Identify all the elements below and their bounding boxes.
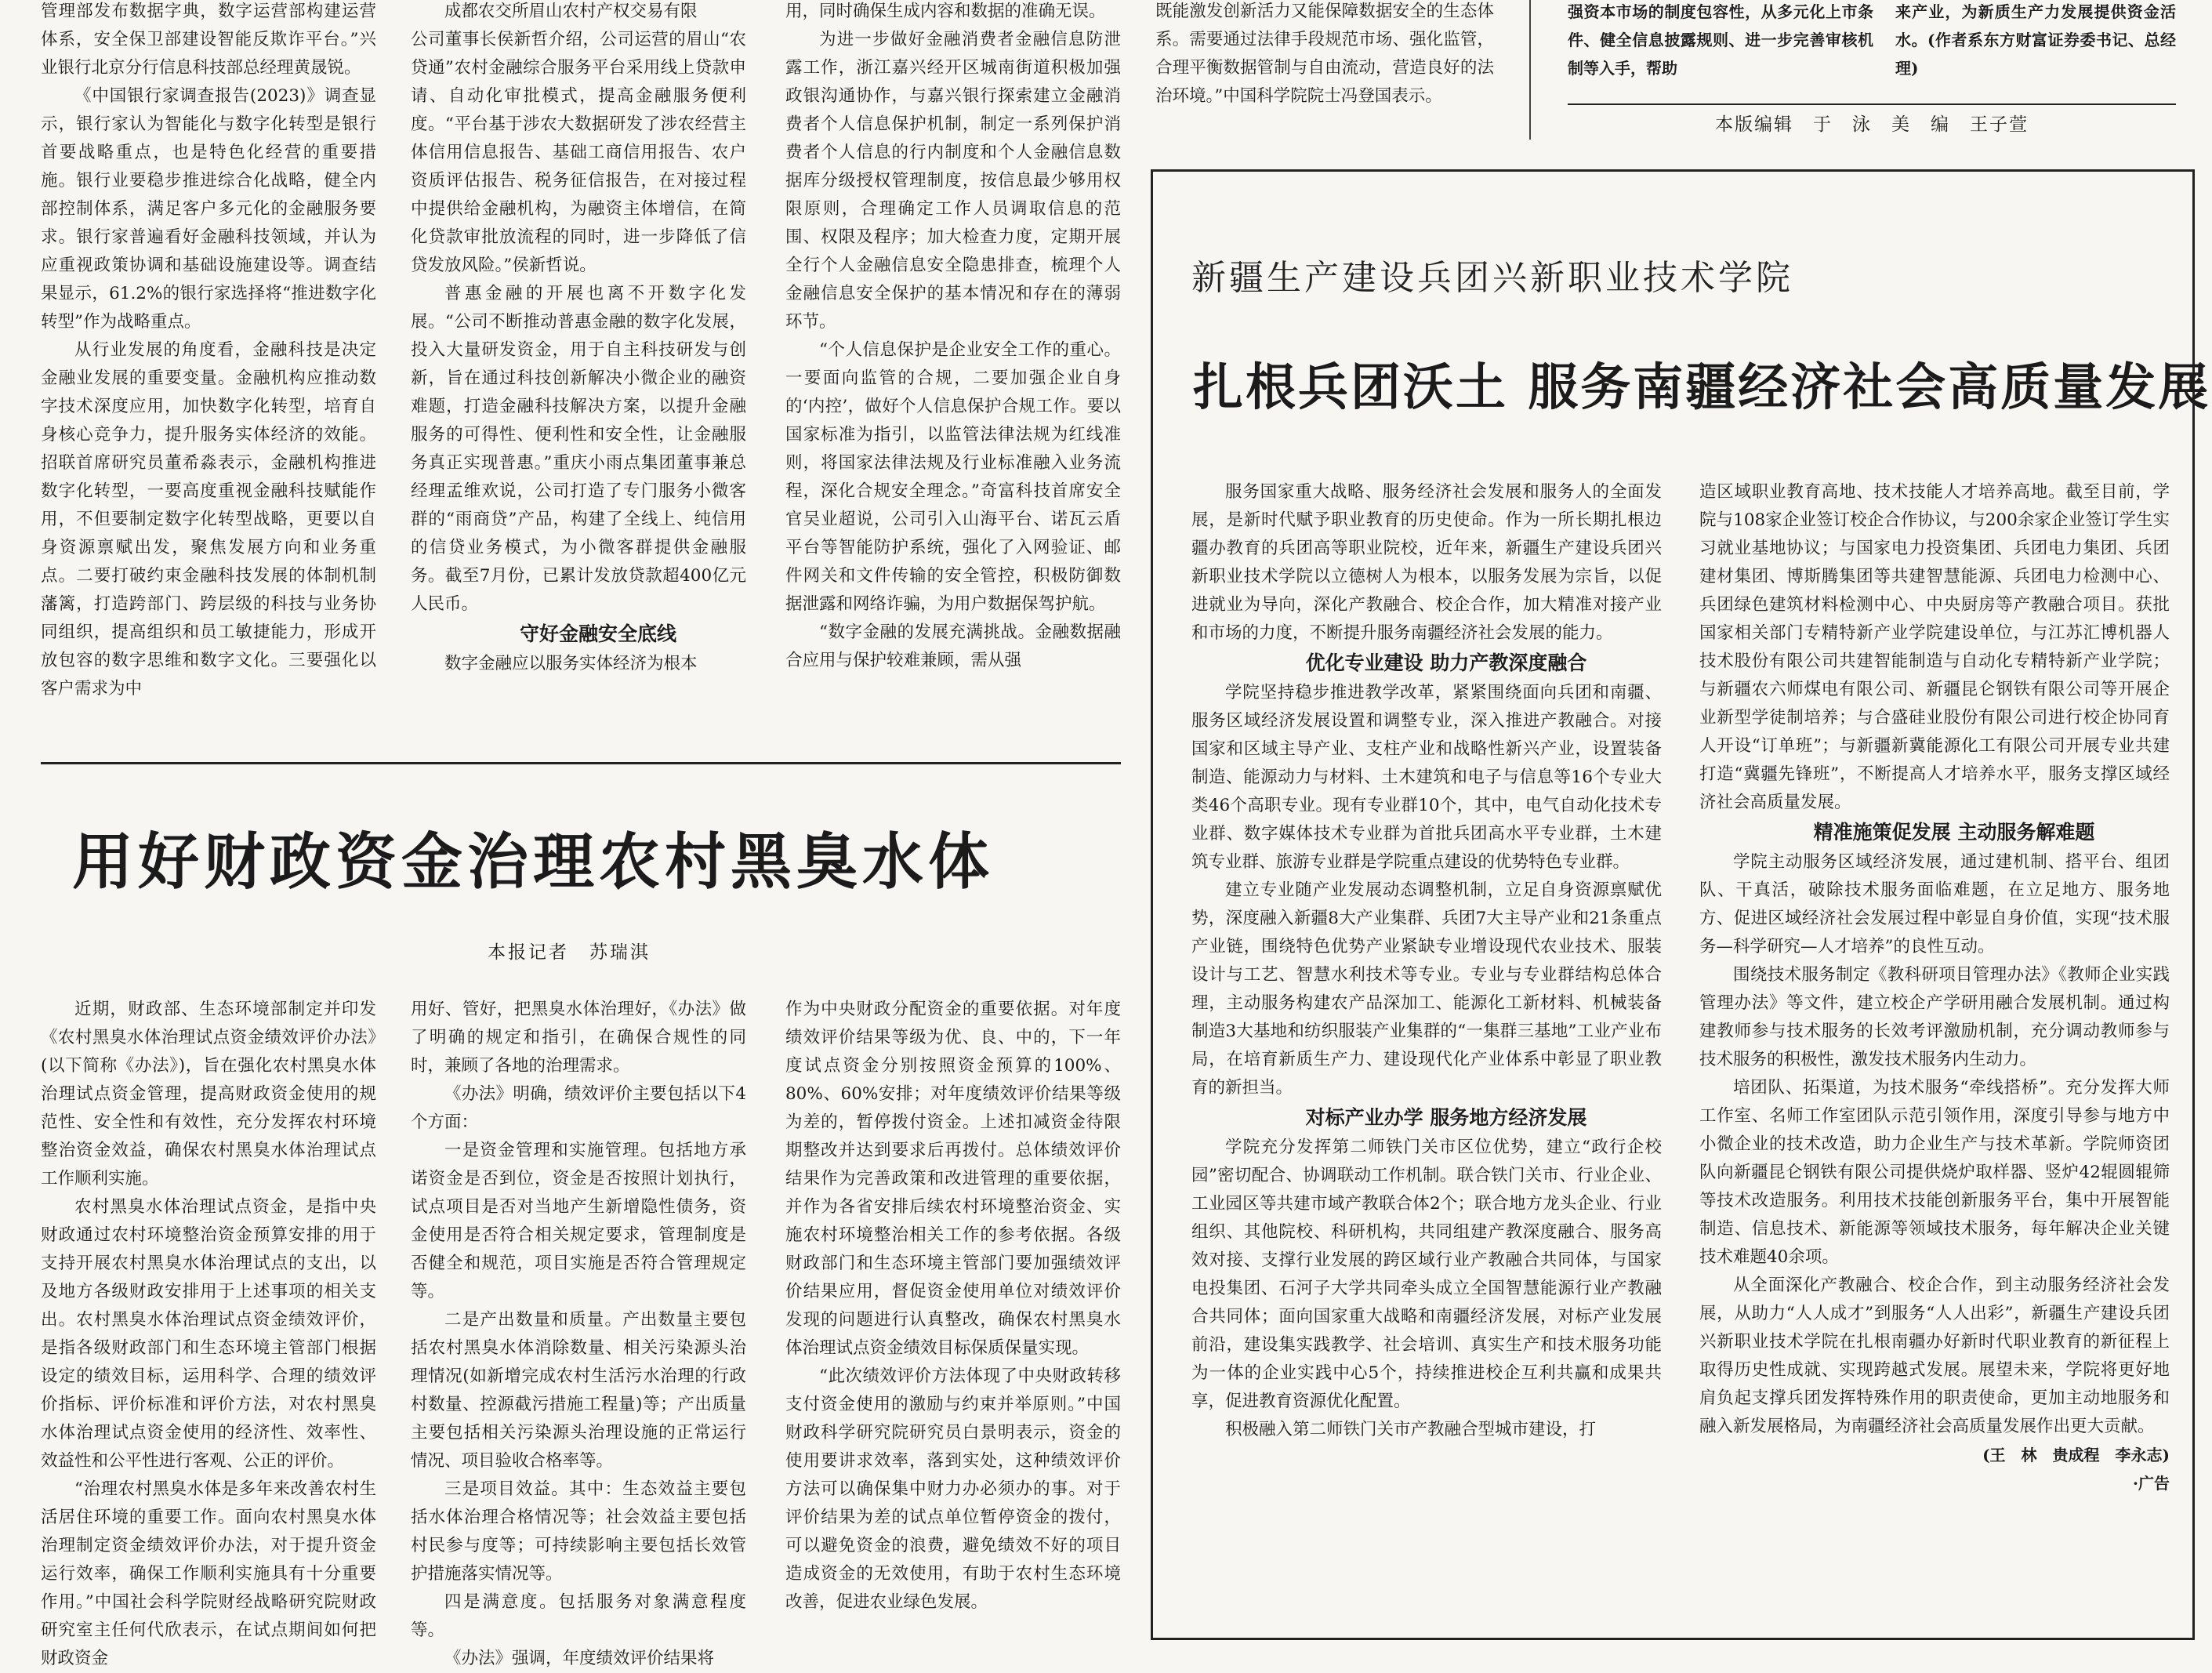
article2-col-1-paragraph: 农村黑臭水体治理试点资金，是指中央财政通过农村环境整治资金预算安排的用于支持开展农村黑臭水体治理试点的支出，以及地方各级财政安排用于上述事项的相关支出。农村黑臭水体治理试点资金绩效评价，是指各级财政部门和生态环境主管部门根据设定的绩效目标，运用科学、合理的绩效评价指标、评价标准和评价方法，对农村黑臭水体治理试点资金使用的经济性、效率性、效益性和公平性进行客观、公正的评价。 <box>41 1197 376 1471</box>
article2-col-2-paragraph: 二是产出数量和质量。产出数量主要包括农村黑臭水体消除数量、相关污染源头治理情况(如新增完成农村生活污水治理的行政村数量、控源截污措施工程量)等；产出质量主要包括相关污染源头治理设施的正常运行情况、项目验收合格率等。 <box>411 1310 746 1471</box>
article2-col-2-paragraph: 《办法》强调，年度绩效评价结果将 <box>444 1649 715 1668</box>
top-col-4 <box>1155 0 1494 111</box>
ad-col-2 <box>1699 478 2170 1497</box>
article2-col-2-paragraph: 四是满意度。包括服务对象满意程度等。 <box>411 1592 746 1640</box>
top-col-2-subheading: 守好金融安全底线 <box>519 622 676 645</box>
editors-rule <box>1568 103 2176 105</box>
ad-col-2-paragraph: 从全面深化产教融合、校企合作，到主动服务经济社会发展，从助力“人人成才”到服务“人人出彩”，新疆生产建设兵团兴新职业技术学院在扎根南疆办好新时代职业教育的新征程上取得历史性成就、实现跨越式发展。展望未来，学院将更好地肩负起支撑兵团发挥特殊作用的职责使命，更加主动地服务和融入新发展格局，为南疆经济社会高质量发展作出更大贡献。 <box>1699 1276 2170 1436</box>
ad-col-1-paragraph: 积极融入第二师铁门关市产教融合型城市建设，打 <box>1225 1420 1597 1439</box>
article2-col-2-paragraph: 《办法》明确，绩效评价主要包括以下4个方面： <box>411 1084 746 1132</box>
ad-col-1-subheading: 对标产业办学 服务地方经济发展 <box>1305 1106 1587 1129</box>
top-col-1 <box>41 0 376 703</box>
article2-col-1-paragraph: “治理农村黑臭水体是多年来改善农村生活居住环境的重要工作。面向农村黑臭水体治理制定资金绩效评价办法，对于提升资金运行效率，确保工作顺利实施具有十分重要作用。”中国社会科学院财经战略研究院财政研究室主任何代欣表示，在试点期间如何把财政资金 <box>41 1479 376 1668</box>
ad-col-1-paragraph: 学院坚持稳步推进教学改革，紧紧围绕面向兵团和南疆、服务区域经济发展设置和调整专业，深入推进产教融合。对接国家和区域主导产业、支柱产业和战略性新兴产业，设置装备制造、能源动力与材料、土木建筑和电子与信息等16个专业大类46个高职专业。现有专业群10个，其中，电气自动化技术专业群、数字媒体技术专业群为首批兵团高水平专业群，土木建筑专业群、旅游专业群是学院重点建设的优势特色专业群。 <box>1191 683 1662 872</box>
top-col-5-right: 来产业，为新质生产力发展提供资金活水。(作者系东方财富证券委书记、总经理) <box>1895 2 2176 78</box>
top-col-3-paragraph: 为进一步做好金融消费者金融信息防泄露工作，浙江嘉兴经开区城南街道积极加强政银沟通协作，与嘉兴银行探索建立金融消费者个人信息保护机制，制定一系列保护消费者个人信息的行内制度和个人金融信息数据库分级授权管理制度，按信息最少够用权限原则，合理确定工作人员调取信息的范围、权限及程序；加大检查力度，定期开展全行个人金融信息安全隐患排查，梳理个人金融信息安全保护的基本情况和存在的薄弱环节。 <box>785 30 1121 332</box>
article2-byline: 本报记者 苏瑞淇 <box>488 942 651 963</box>
editors-line: 本版编辑 于 泳 美 编 王子萱 <box>1715 114 2029 135</box>
top-col-3-paragraph: 用，同时确保生成内容和数据的准确无误。 <box>785 2 1106 21</box>
top-col-2 <box>411 0 746 678</box>
article2-col-2-paragraph: 用好、管好，把黑臭水体治理好，《办法》做了明确的规定和指引，在确保合规性的同时，兼顾了各地的治理需求。 <box>411 1000 746 1076</box>
ad-school-name: 新疆生产建设兵团兴新职业技术学院 <box>1191 258 1793 298</box>
top-col-3-paragraph: “个人信息保护是企业安全工作的重心。一要面向监管的合规，二要加强企业自身的‘内控’，做好个人信息保护合规工作。要以国家标准为指引，以监管法律法规为红线准则，将国家法律法规及行业标准融入业务流程，深化合规安全理念。”奇富科技首席安全官吴业超说，公司引入山海平台、诺瓦云盾平台等智能防护系统，强化了入网验证、邮件网关和文件传输的安全管控，积极防御数据泄露和网络诈骗，为用户数据保驾护航。 <box>785 340 1121 614</box>
ad-col-1 <box>1191 478 1662 1444</box>
article2-col-3-paragraph: 作为中央财政分配资金的重要依据。对年度绩效评价结果等级为优、良、中的，下一年度试点资金分别按照资金预算的100%、80%、60%安排；对年度绩效评价结果等级为差的，暂停拨付资金。上述扣减资金待限期整改并达到要求后再拨付。总体绩效评价结果作为完善政策和改进管理的重要依据，并作为各省安排后续农村环境整治资金、实施农村环境整治相关工作的参考依据。各级财政部门和生态环境主管部门要加强绩效评价结果应用，督促资金使用单位对绩效评价发现的问题进行认真整改，确保农村黑臭水体治理试点资金绩效目标保质保量实现。 <box>785 1000 1121 1358</box>
ad-col-2-paragraph: 围绕技术服务制定《教科研项目管理办法》《教师企业实践管理办法》等文件，建立校企产学研用融合发展机制。通过构建教师参与技术服务的长效考评激励机制，充分调动教师参与技术服务的积极性，激发技术服务内生动力。 <box>1699 965 2170 1069</box>
top-vertical-divider <box>1529 0 1531 140</box>
top-col-5-left: 强资本市场的制度包容性，从多元化上市条件、健全信息披露规则、进一步完善审核机制等入手，帮助 <box>1568 2 1873 78</box>
top-col-2-paragraph: 普惠金融的开展也离不开数字化发展。“公司不断推动普惠金融的数字化发展，投入大量研发资金，用于自主科技研发与创新，旨在通过科技创新解决小微企业的融资难题，打造金融科技解决方案，以提升金融服务的可得性、便利性和安全性，让金融服务真正实现普惠。”重庆小雨点集团董事兼总经理孟维欢说，公司打造了专门服务小微客群的“雨商贷”产品，构建了全线上、纯信用的信贷业务模式，为小微客群提供金融服务。截至7月份，已累计发放贷款超400亿元人民币。 <box>411 284 746 614</box>
ad-col-2-paragraph: 培团队、拓渠道，为技术服务“牵线搭桥”。充分发挥大师工作室、名师工作室团队示范引领作用，深度引导参与地方中小微企业的技术改造，助力企业生产与技术革新。学院师资团队向新疆昆仑钢铁有限公司提供烧炉取样器、竖炉42辊圆辊筛等技术改造服务。利用技术技能创新服务平台，集中开展智能制造、信息技术、新能源等领域技术服务，每年解决企业关键技术难题40余项。 <box>1699 1078 2170 1267</box>
ad-mark: ·广告 <box>2133 1474 2170 1493</box>
article2-col-2 <box>411 996 746 1673</box>
ad-col-1-subheading: 优化专业建设 助力产教深度融合 <box>1305 651 1587 674</box>
article2-col-2-paragraph: 一是资金管理和实施管理。包括地方承诺资金是否到位，资金是否按照计划执行，试点项目是否对当地产生新增隐性债务，资金使用是否符合相关规定要求，管理制度是否健全和规范，项目实施是否符合管理规定等。 <box>411 1141 746 1301</box>
article2-col-3 <box>785 996 1121 1617</box>
top-col-3-paragraph: “数字金融的发展充满挑战。金融数据融合应用与保护较难兼顾，需从强 <box>785 622 1121 670</box>
top-col-2-head: 成都农交所眉山农村产权交易有限 <box>444 2 698 21</box>
ad-col-2-paragraph: 学院主动服务区域经济发展，通过建机制、搭平台、组团队、干真活，破除技术服务面临难题，在立足地方、服务地方、促进区域经济社会发展过程中彰显自身价值，实现“技术服务—科学研究—人才培养”的良性互动。 <box>1699 852 2170 956</box>
article2-col-2-paragraph: 三是项目效益。其中：生态效益主要包括水体治理合格情况等；社会效益主要包括村民参与度等；可持续影响主要包括长效管护措施落实情况等。 <box>411 1479 746 1584</box>
ad-col-2-paragraph: 造区域职业教育高地、技术技能人才培养高地。截至目前，学院与108家企业签订校企合作协议，与200余家企业签订学生实习就业基地协议；与国家电力投资集团、兵团电力集团、兵团建材集团、博斯腾集团等共建智慧能源、兵团电力检测中心、兵团绿色建筑材料检测中心、中央厨房等产教融合项目。获批国家相关部门专精特新产业学院建设单位，与江苏汇博机器人技术股份有限公司共建智能制造与自动化专精特新产业学院；与新疆农六师煤电有限公司、新疆昆仑钢铁有限公司等开展企业新型学徒制培养；与合盛硅业股份有限公司进行校企协同育人开设“订单班”；与新疆新冀能源化工有限公司开展专业共建打造“冀疆先锋班”，不断提高人才培养水平，服务支撑区域经济社会高质量发展。 <box>1699 482 2170 812</box>
top-col-1-paragraph: 管理部发布数据字典，数字运营部构建运营体系，安全保卫部建设智能反欺诈平台。”兴业银行北京分行信息科技部总经理黄晟锐。 <box>41 2 376 78</box>
ad-title: 扎根兵团沃土 服务南疆经济社会高质量发展 <box>1193 359 2211 417</box>
ad-credit: (王 林 贵成程 李永志) <box>1982 1446 2170 1464</box>
article2-col-1-paragraph: 近期，财政部、生态环境部制定并印发《农村黑臭水体治理试点资金绩效评价办法》(以下简称《办法》)，旨在强化农村黑臭水体治理试点资金管理，提高财政资金使用的规范性、安全性和有效性，充分发挥农村环境整治资金效益，确保农村黑臭水体治理试点工作顺利实施。 <box>41 1000 376 1189</box>
article2-col-3-paragraph: “此次绩效评价方法体现了中央财政转移支付资金使用的激励与约束并举原则。”中国财政科学研究院研究员白景明表示，资金的使用要讲求效率，落到实处，这种绩效评价方法可以确保集中财力办必须办的事。对于评价结果为差的试点单位暂停资金的拨付，可以避免资金的浪费，避免绩效不好的项目造成资金的无效使用，有助于农村生态环境改善，促进农业绿色发展。 <box>785 1366 1121 1612</box>
top-col-2-paragraph: 数字金融应以服务实体经济为根本 <box>444 654 698 673</box>
ad-col-1-paragraph: 建立专业随产业发展动态调整机制，立足自身资源禀赋优势，深度融入新疆8大产业集群、兵团7大主导产业和21条重点产业链，围绕特色优势产业紧缺专业增设现代农业技术、服装设计与工艺、智慧水利技术等专业。专业与专业群结构总体合理，主动服务构建农产品深加工、能源化工新材料、机械装备制造3大基地和纺织服装产业集群的“一集群三基地”工业产业布局，在培育新质生产力、建设现代化产业体系中彰显了职业教育的新担当。 <box>1191 880 1662 1098</box>
ad-col-2-subheading: 精准施策促发展 主动服务解难题 <box>1813 821 2095 844</box>
ad-col-1-paragraph: 学院充分发挥第二师铁门关市区位优势，建立“政行企校园”密切配合、协调联动工作机制。联合铁门关市、行业企业、工业园区等共建市域产教联合体2个；联合地方龙头企业、行业组织、其他院校、科研机构，共同组建产教深度融合、服务高效对接、支撑行业发展的跨区域行业产教融合共同体，与国家电投集团、石河子大学共同牵头成立全国智慧能源行业产教融合共同体；面向国家重大战略和南疆经济发展，对标产业发展前沿，建设集实践教学、社会培训、真实生产和技术服务功能为一体的企业实践中心5个，持续推进校企互利共赢和成果共享，促进教育资源优化配置。 <box>1191 1138 1662 1411</box>
top-col-4-paragraph: 既能激发创新活力又能保障数据安全的生态体系。需要通过法律手段规范市场、强化监管，合理平衡数据管制与自由流动，营造良好的法治环境。”中国科学院院士冯登国表示。 <box>1155 2 1494 106</box>
top-col-1-paragraph: 从行业发展的角度看，金融科技是决定金融业发展的重要变量。金融机构应推动数字技术深度应用，加快数字化转型，培育自身核心竞争力，提升服务实体经济的效能。招联首席研究员董希淼表示，金融机构推进数字化转型，一要高度重视金融科技赋能作用，不但要制定数字化转型战略，更要以自身资源禀赋出发，聚焦发展方向和业务重点。二要打破约束金融科技发展的体制机制藩篱，打造跨部门、跨层级的科技与业务协同组织，提高组织和员工敏捷能力，形成开放包容的数字思维和数字文化。三要强化以客户需求为中 <box>41 340 376 699</box>
article2-title: 用好财政资金治理农村黑臭水体 <box>72 826 995 898</box>
top-col-3 <box>785 0 1121 675</box>
top-col-1-paragraph: 《中国银行家调查报告(2023)》调查显示，银行家认为智能化与数字化转型是银行首要战略重点，也是特色化经营的重要措施。银行业要稳步推进综合化战略，健全内部控制体系，满足客户多元化的金融服务要求。银行家普遍看好金融科技领域，并认为应重视政策协调和基础设施建设等。调查结果显示，61.2%的银行家选择将“推进数字化转型”作为战略重点。 <box>41 86 376 332</box>
section-divider <box>41 762 1121 764</box>
top-col-2-paragraph: 公司董事长侯新哲介绍，公司运营的眉山“农贷通”农村金融综合服务平台采用线上贷款申请、自动化审批模式，提高金融服务便利度。“平台基于涉农大数据研发了涉农经营主体信用信息报告、基础工商信用报告、农户资质评估报告、税务征信报告，在对接过程中提供给金融机构，为融资主体增信，在简化贷款审批放流程的同时，进一步降低了信贷发放风险。”侯新哲说。 <box>411 30 746 275</box>
article2-col-1 <box>41 996 376 1673</box>
ad-col-1-paragraph: 服务国家重大战略、服务经济社会发展和服务人的全面发展，是新时代赋予职业教育的历史使命。作为一所长期扎根边疆办教育的兵团高等职业院校，近年来，新疆生产建设兵团兴新职业技术学院以立德树人为根本，以服务发展为宗旨，以促进就业为导向，深化产教融合、校企合作，加大精准对接产业和市场的力度，不断提升服务南疆经济社会发展的能力。 <box>1191 482 1662 643</box>
